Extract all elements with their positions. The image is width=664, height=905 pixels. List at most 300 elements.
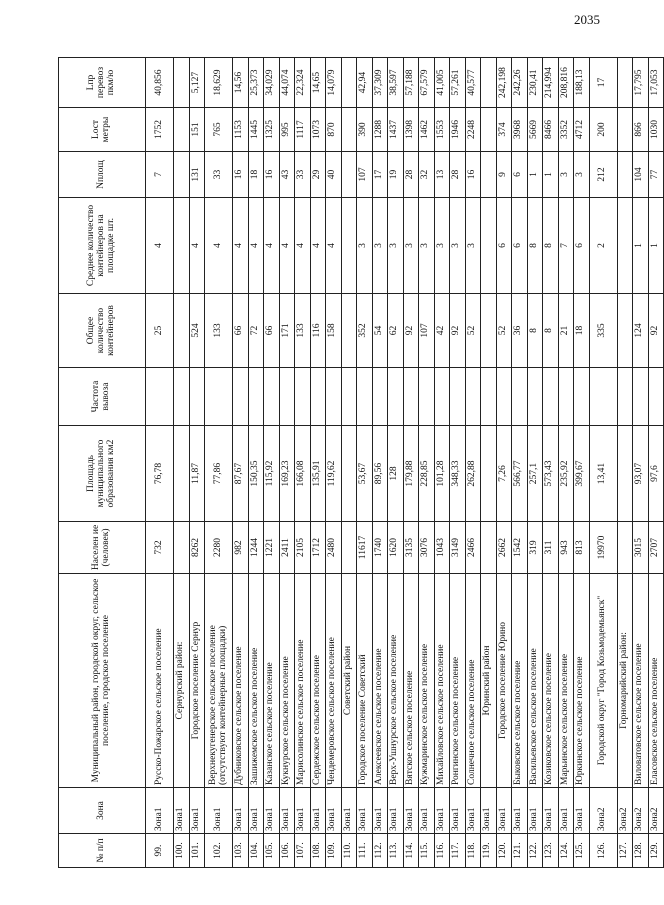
cell-containers-total: 107 bbox=[419, 294, 435, 368]
cell-population: 2480 bbox=[326, 522, 342, 574]
cell-population: 1043 bbox=[434, 522, 450, 574]
cell-area: 93,07 bbox=[633, 426, 649, 522]
cell-containers-total: 18 bbox=[574, 294, 590, 368]
cell-area bbox=[174, 426, 190, 522]
table-row bbox=[264, 58, 280, 868]
cell-zone: Зона1 bbox=[326, 788, 342, 834]
cell-area: 13,41 bbox=[589, 426, 617, 522]
cell-nplosh: 3 bbox=[558, 152, 574, 198]
cell-population: 943 bbox=[558, 522, 574, 574]
cell-lost: 374 bbox=[496, 108, 512, 152]
cell-lpr: 25,373 bbox=[248, 58, 264, 108]
page-number: 2035 bbox=[574, 12, 600, 27]
cell-lost: 4712 bbox=[574, 108, 590, 152]
cell-lpr: 208,816 bbox=[558, 58, 574, 108]
cell-containers-total: 524 bbox=[189, 294, 205, 368]
cell-num: 104. bbox=[248, 834, 264, 868]
cell-population: 2105 bbox=[295, 522, 311, 574]
cell-population: 2411 bbox=[279, 522, 295, 574]
table-row bbox=[450, 58, 466, 868]
header-lost: Lост метры bbox=[59, 108, 146, 152]
cell-population: 319 bbox=[527, 522, 543, 574]
cell-area: 7,26 bbox=[496, 426, 512, 522]
cell-population: 732 bbox=[146, 522, 174, 574]
cell-area bbox=[617, 426, 633, 522]
cell-containers-total bbox=[617, 294, 633, 368]
cell-containers-avg: 1 bbox=[633, 198, 649, 294]
cell-zone: Зона1 bbox=[205, 788, 233, 834]
cell-area: 89,56 bbox=[372, 426, 388, 522]
cell-containers-avg: 4 bbox=[248, 198, 264, 294]
cell-area: 119,62 bbox=[326, 426, 342, 522]
table-header-row bbox=[59, 58, 146, 868]
cell-lpr bbox=[341, 58, 357, 108]
cell-zone: Зона1 bbox=[481, 788, 497, 834]
cell-nplosh: 6 bbox=[512, 152, 528, 198]
cell-lost: 1398 bbox=[403, 108, 419, 152]
cell-lost: 1325 bbox=[264, 108, 280, 152]
cell-area: 179,88 bbox=[403, 426, 419, 522]
cell-frequency bbox=[357, 368, 373, 426]
cell-municipality: Юркинское сельское поселение bbox=[574, 574, 590, 788]
cell-num: 99. bbox=[146, 834, 174, 868]
cell-containers-avg: 6 bbox=[496, 198, 512, 294]
cell-municipality: Еласовское сельское поселение bbox=[648, 574, 664, 788]
cell-frequency bbox=[481, 368, 497, 426]
table-row bbox=[341, 58, 357, 868]
cell-nplosh: 1 bbox=[527, 152, 543, 198]
cell-nplosh: 212 bbox=[589, 152, 617, 198]
cell-zone: Зона1 bbox=[574, 788, 590, 834]
cell-num: 106. bbox=[279, 834, 295, 868]
cell-population: 311 bbox=[543, 522, 559, 574]
cell-containers-avg: 6 bbox=[512, 198, 528, 294]
cell-population bbox=[341, 522, 357, 574]
cell-area: 348,33 bbox=[450, 426, 466, 522]
cell-containers-avg: 3 bbox=[419, 198, 435, 294]
cell-population: 1712 bbox=[310, 522, 326, 574]
cell-frequency bbox=[543, 368, 559, 426]
cell-num: 102. bbox=[205, 834, 233, 868]
cell-containers-total bbox=[174, 294, 190, 368]
header-num: № п/п bbox=[59, 834, 146, 868]
cell-containers-total: 352 bbox=[357, 294, 373, 368]
cell-frequency bbox=[279, 368, 295, 426]
cell-num: 100. bbox=[174, 834, 190, 868]
cell-num: 115. bbox=[419, 834, 435, 868]
cell-containers-total: 25 bbox=[146, 294, 174, 368]
cell-lost: 1946 bbox=[450, 108, 466, 152]
cell-area bbox=[341, 426, 357, 522]
cell-area: 76,78 bbox=[146, 426, 174, 522]
cell-area: 235,92 bbox=[558, 426, 574, 522]
cell-frequency bbox=[248, 368, 264, 426]
cell-nplosh: 9 bbox=[496, 152, 512, 198]
cell-containers-avg: 4 bbox=[279, 198, 295, 294]
cell-nplosh: 18 bbox=[248, 152, 264, 198]
cell-lost bbox=[174, 108, 190, 152]
cell-lpr: 37,309 bbox=[372, 58, 388, 108]
cell-containers-total: 8 bbox=[527, 294, 543, 368]
cell-zone: Зона1 bbox=[543, 788, 559, 834]
cell-zone: Зона2 bbox=[589, 788, 617, 834]
cell-lpr bbox=[481, 58, 497, 108]
cell-zone: Зона1 bbox=[248, 788, 264, 834]
cell-zone: Зона1 bbox=[388, 788, 404, 834]
cell-num: 123. bbox=[543, 834, 559, 868]
cell-nplosh: 16 bbox=[233, 152, 249, 198]
cell-containers-total: 62 bbox=[388, 294, 404, 368]
cell-area: 399,67 bbox=[574, 426, 590, 522]
cell-lost: 870 bbox=[326, 108, 342, 152]
cell-containers-avg: 3 bbox=[403, 198, 419, 294]
header-lpr: Lпр перевоз пкм/ю bbox=[59, 58, 146, 108]
cell-area: 169,23 bbox=[279, 426, 295, 522]
cell-zone: Зона1 bbox=[512, 788, 528, 834]
cell-containers-avg: 3 bbox=[450, 198, 466, 294]
cell-containers-avg: 3 bbox=[434, 198, 450, 294]
header-nplosh: Nплощ bbox=[59, 152, 146, 198]
cell-containers-avg: 4 bbox=[310, 198, 326, 294]
table-row bbox=[205, 58, 233, 868]
cell-municipality: Кужмаринское сельское поселение bbox=[419, 574, 435, 788]
cell-lpr: 188,13 bbox=[574, 58, 590, 108]
cell-nplosh: 32 bbox=[419, 152, 435, 198]
cell-frequency bbox=[341, 368, 357, 426]
cell-containers-total bbox=[341, 294, 357, 368]
cell-frequency bbox=[434, 368, 450, 426]
header-municipality: Муниципальный район, городской округ, сельское поселение, городское поселение bbox=[59, 574, 146, 788]
cell-lost: 1117 bbox=[295, 108, 311, 152]
cell-frequency bbox=[648, 368, 664, 426]
cell-area: 115,92 bbox=[264, 426, 280, 522]
table-row bbox=[248, 58, 264, 868]
cell-containers-total: 116 bbox=[310, 294, 326, 368]
cell-num: 109. bbox=[326, 834, 342, 868]
cell-lost: 5669 bbox=[527, 108, 543, 152]
cell-frequency bbox=[295, 368, 311, 426]
cell-containers-total: 42 bbox=[434, 294, 450, 368]
cell-num: 125. bbox=[574, 834, 590, 868]
cell-frequency bbox=[450, 368, 466, 426]
cell-frequency bbox=[264, 368, 280, 426]
cell-population: 1542 bbox=[512, 522, 528, 574]
cell-frequency bbox=[419, 368, 435, 426]
cell-containers-total: 52 bbox=[465, 294, 481, 368]
table-row bbox=[189, 58, 205, 868]
header-area: Площадь муниципального образования км2 bbox=[59, 426, 146, 522]
cell-nplosh: 104 bbox=[633, 152, 649, 198]
cell-frequency bbox=[633, 368, 649, 426]
table-row bbox=[481, 58, 497, 868]
cell-population bbox=[481, 522, 497, 574]
cell-zone: Зона1 bbox=[450, 788, 466, 834]
cell-lpr: 17,053 bbox=[648, 58, 664, 108]
cell-containers-total: 54 bbox=[372, 294, 388, 368]
cell-containers-total: 66 bbox=[233, 294, 249, 368]
cell-nplosh: 107 bbox=[357, 152, 373, 198]
cell-lpr: 14,079 bbox=[326, 58, 342, 108]
cell-frequency bbox=[496, 368, 512, 426]
cell-population: 19970 bbox=[589, 522, 617, 574]
cell-num: 126. bbox=[589, 834, 617, 868]
cell-frequency bbox=[589, 368, 617, 426]
cell-num: 117. bbox=[450, 834, 466, 868]
cell-containers-avg: 3 bbox=[388, 198, 404, 294]
cell-population: 3135 bbox=[403, 522, 419, 574]
cell-lpr bbox=[617, 58, 633, 108]
cell-lpr: 230,41 bbox=[527, 58, 543, 108]
cell-lpr: 44,074 bbox=[279, 58, 295, 108]
cell-num: 101. bbox=[189, 834, 205, 868]
waste-containers-table bbox=[58, 57, 664, 868]
cell-nplosh: 28 bbox=[450, 152, 466, 198]
header-containers-total: Общее количество контейнеров bbox=[59, 294, 146, 368]
cell-zone: Зона2 bbox=[648, 788, 664, 834]
cell-municipality: Городское поселение Советский bbox=[357, 574, 373, 788]
cell-frequency bbox=[310, 368, 326, 426]
cell-population: 2280 bbox=[205, 522, 233, 574]
header-containers-avg: Среднее количество контейнеров на площадке шт. bbox=[59, 198, 146, 294]
cell-lost bbox=[341, 108, 357, 152]
cell-containers-total: 171 bbox=[279, 294, 295, 368]
cell-population: 8262 bbox=[189, 522, 205, 574]
cell-num: 128. bbox=[633, 834, 649, 868]
cell-area: 257,1 bbox=[527, 426, 543, 522]
cell-lost: 151 bbox=[189, 108, 205, 152]
table-row bbox=[648, 58, 664, 868]
cell-municipality: Вятское сельское поселение bbox=[403, 574, 419, 788]
cell-lpr: 14,56 bbox=[233, 58, 249, 108]
cell-zone: Зона2 bbox=[633, 788, 649, 834]
cell-lpr: 242,26 bbox=[512, 58, 528, 108]
cell-lpr: 40,577 bbox=[465, 58, 481, 108]
cell-population bbox=[174, 522, 190, 574]
cell-lpr: 41,005 bbox=[434, 58, 450, 108]
cell-containers-total: 133 bbox=[295, 294, 311, 368]
cell-num: 120. bbox=[496, 834, 512, 868]
cell-lost bbox=[617, 108, 633, 152]
cell-area: 566,77 bbox=[512, 426, 528, 522]
cell-lost: 1288 bbox=[372, 108, 388, 152]
cell-nplosh: 43 bbox=[279, 152, 295, 198]
table-row bbox=[527, 58, 543, 868]
cell-population: 1221 bbox=[264, 522, 280, 574]
cell-nplosh: 77 bbox=[648, 152, 664, 198]
cell-containers-avg bbox=[174, 198, 190, 294]
cell-municipality: Васильевское сельское поселение bbox=[527, 574, 543, 788]
cell-num: 116. bbox=[434, 834, 450, 868]
cell-zone: Зона1 bbox=[527, 788, 543, 834]
cell-lost: 3352 bbox=[558, 108, 574, 152]
cell-containers-total: 8 bbox=[543, 294, 559, 368]
cell-area: 101,28 bbox=[434, 426, 450, 522]
table-row bbox=[558, 58, 574, 868]
cell-frequency bbox=[465, 368, 481, 426]
cell-num: 127. bbox=[617, 834, 633, 868]
cell-containers-total: 36 bbox=[512, 294, 528, 368]
cell-area: 128 bbox=[388, 426, 404, 522]
cell-area: 87,67 bbox=[233, 426, 249, 522]
cell-num: 105. bbox=[264, 834, 280, 868]
cell-lost: 866 bbox=[633, 108, 649, 152]
cell-area: 97,6 bbox=[648, 426, 664, 522]
cell-municipality: Марьинское сельское поселение bbox=[558, 574, 574, 788]
cell-num: 107. bbox=[295, 834, 311, 868]
cell-containers-total bbox=[481, 294, 497, 368]
table-row bbox=[512, 58, 528, 868]
table-row bbox=[574, 58, 590, 868]
cell-lost: 1752 bbox=[146, 108, 174, 152]
cell-nplosh: 19 bbox=[388, 152, 404, 198]
cell-zone: Зона1 bbox=[146, 788, 174, 834]
cell-lpr bbox=[174, 58, 190, 108]
cell-municipality: Быковское сельское поселение bbox=[512, 574, 528, 788]
cell-population: 2466 bbox=[465, 522, 481, 574]
cell-municipality: Зашижемское сельское поселение bbox=[248, 574, 264, 788]
cell-zone: Зона1 bbox=[310, 788, 326, 834]
cell-containers-avg: 4 bbox=[205, 198, 233, 294]
cell-num: 124. bbox=[558, 834, 574, 868]
cell-containers-avg: 3 bbox=[465, 198, 481, 294]
cell-area: 135,91 bbox=[310, 426, 326, 522]
cell-num: 129. bbox=[648, 834, 664, 868]
cell-frequency bbox=[174, 368, 190, 426]
cell-population bbox=[617, 522, 633, 574]
cell-lpr: 17 bbox=[589, 58, 617, 108]
table-body bbox=[146, 58, 664, 868]
cell-frequency bbox=[233, 368, 249, 426]
cell-frequency bbox=[527, 368, 543, 426]
cell-containers-avg: 3 bbox=[372, 198, 388, 294]
cell-municipality: Городской округ "Город Козьмодемьянск" bbox=[589, 574, 617, 788]
cell-containers-avg: 8 bbox=[527, 198, 543, 294]
cell-area: 150,35 bbox=[248, 426, 264, 522]
cell-population: 2662 bbox=[496, 522, 512, 574]
table-row bbox=[434, 58, 450, 868]
cell-lpr: 34,029 bbox=[264, 58, 280, 108]
cell-containers-avg: 4 bbox=[326, 198, 342, 294]
cell-containers-total: 92 bbox=[403, 294, 419, 368]
cell-municipality: Козиковское сельское поселение bbox=[543, 574, 559, 788]
cell-containers-avg: 4 bbox=[189, 198, 205, 294]
cell-lpr: 5,127 bbox=[189, 58, 205, 108]
cell-containers-total: 92 bbox=[648, 294, 664, 368]
cell-frequency bbox=[574, 368, 590, 426]
cell-municipality: Верх-Ушнурское сельское поселение bbox=[388, 574, 404, 788]
cell-num: 111. bbox=[357, 834, 373, 868]
table-row bbox=[617, 58, 633, 868]
cell-lost: 1030 bbox=[648, 108, 664, 152]
cell-frequency bbox=[205, 368, 233, 426]
cell-lpr: 38,597 bbox=[388, 58, 404, 108]
cell-zone: Зона1 bbox=[403, 788, 419, 834]
cell-municipality: Солнечное сельское поселение bbox=[465, 574, 481, 788]
cell-population: 3149 bbox=[450, 522, 466, 574]
cell-containers-avg bbox=[341, 198, 357, 294]
cell-num: 112. bbox=[372, 834, 388, 868]
cell-lpr: 17,795 bbox=[633, 58, 649, 108]
cell-nplosh: 28 bbox=[403, 152, 419, 198]
header-population: Населен ие (человек) bbox=[59, 522, 146, 574]
cell-frequency bbox=[403, 368, 419, 426]
cell-containers-avg: 2 bbox=[589, 198, 617, 294]
cell-containers-total: 21 bbox=[558, 294, 574, 368]
cell-containers-avg: 8 bbox=[543, 198, 559, 294]
cell-zone: Зона1 bbox=[264, 788, 280, 834]
cell-lost: 1073 bbox=[310, 108, 326, 152]
cell-lost: 1153 bbox=[233, 108, 249, 152]
cell-frequency bbox=[326, 368, 342, 426]
cell-nplosh: 40 bbox=[326, 152, 342, 198]
cell-nplosh: 16 bbox=[264, 152, 280, 198]
cell-containers-avg: 4 bbox=[146, 198, 174, 294]
cell-frequency bbox=[388, 368, 404, 426]
cell-zone: Зона1 bbox=[419, 788, 435, 834]
cell-area: 11,87 bbox=[189, 426, 205, 522]
table-row bbox=[419, 58, 435, 868]
cell-zone: Зона1 bbox=[341, 788, 357, 834]
cell-municipality: Горномарийский район: bbox=[617, 574, 633, 788]
cell-population: 3076 bbox=[419, 522, 435, 574]
cell-municipality: Ронгинское сельское поселение bbox=[450, 574, 466, 788]
cell-zone: Зона1 bbox=[558, 788, 574, 834]
cell-lost: 1462 bbox=[419, 108, 435, 152]
cell-area: 228,85 bbox=[419, 426, 435, 522]
cell-containers-total: 72 bbox=[248, 294, 264, 368]
cell-nplosh: 131 bbox=[189, 152, 205, 198]
cell-lpr: 14,65 bbox=[310, 58, 326, 108]
cell-lost: 1437 bbox=[388, 108, 404, 152]
cell-area: 53,67 bbox=[357, 426, 373, 522]
cell-zone: Зона1 bbox=[496, 788, 512, 834]
cell-area: 166,08 bbox=[295, 426, 311, 522]
cell-area: 77,86 bbox=[205, 426, 233, 522]
cell-lpr: 42,94 bbox=[357, 58, 373, 108]
table-row bbox=[388, 58, 404, 868]
header-frequency: Частота вывоза bbox=[59, 368, 146, 426]
cell-population: 2707 bbox=[648, 522, 664, 574]
cell-containers-avg: 7 bbox=[558, 198, 574, 294]
cell-containers-total: 124 bbox=[633, 294, 649, 368]
cell-zone: Зона1 bbox=[465, 788, 481, 834]
cell-area: 262,88 bbox=[465, 426, 481, 522]
table-row bbox=[543, 58, 559, 868]
cell-nplosh: 17 bbox=[372, 152, 388, 198]
cell-lpr: 57,188 bbox=[403, 58, 419, 108]
rotated-table-container bbox=[58, 58, 660, 868]
cell-municipality: Чендемеровское сельское поселение bbox=[326, 574, 342, 788]
table-row bbox=[326, 58, 342, 868]
cell-nplosh bbox=[617, 152, 633, 198]
cell-containers-avg: 4 bbox=[264, 198, 280, 294]
cell-zone: Зона1 bbox=[233, 788, 249, 834]
cell-municipality: Городское поселение Сернур bbox=[189, 574, 205, 788]
table-row bbox=[279, 58, 295, 868]
cell-municipality: Русско-Пожарское сельское поселение bbox=[146, 574, 174, 788]
cell-frequency bbox=[617, 368, 633, 426]
cell-lost: 2248 bbox=[465, 108, 481, 152]
cell-lost: 8466 bbox=[543, 108, 559, 152]
cell-num: 118. bbox=[465, 834, 481, 868]
cell-lost: 1553 bbox=[434, 108, 450, 152]
table-row bbox=[146, 58, 174, 868]
cell-municipality: Виловатовское сельское поселение bbox=[633, 574, 649, 788]
cell-municipality: Сердежское сельское поселение bbox=[310, 574, 326, 788]
cell-nplosh: 3 bbox=[574, 152, 590, 198]
cell-nplosh: 29 bbox=[310, 152, 326, 198]
cell-municipality: Городское поселение Юрино bbox=[496, 574, 512, 788]
